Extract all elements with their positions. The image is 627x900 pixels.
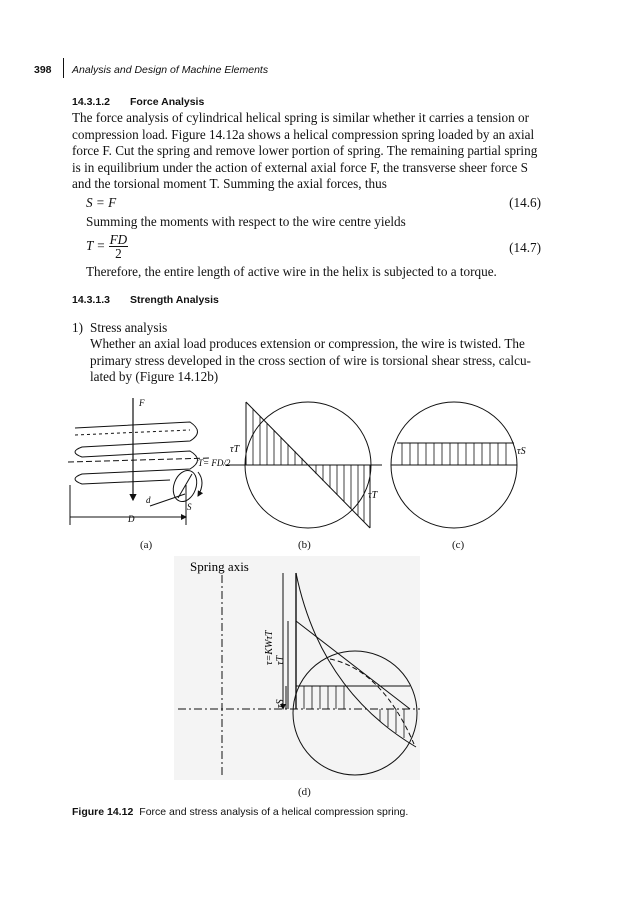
label-tau-T: τT: [275, 655, 286, 665]
section-title: Force Analysis: [130, 96, 205, 108]
label-d: d: [146, 495, 151, 505]
label-tau-T-bottom: τT: [368, 490, 378, 501]
panel-label-c: (c): [452, 539, 465, 551]
denominator: 2: [115, 246, 122, 261]
page-number: 398: [34, 64, 52, 76]
moments-text: Summing the moments with respect to the wire centre yields: [86, 214, 406, 229]
section-title: Strength Analysis: [130, 294, 219, 306]
caption-text: Force and stress analysis of a helical compression spring.: [139, 806, 409, 818]
direct-shear-diagram: [391, 402, 517, 528]
paragraph-line: Whether an axial load produces extension or compression, the wire is twisted. The: [90, 336, 525, 351]
panel-label-b: (b): [298, 539, 311, 551]
label-spring-axis: Spring axis: [190, 559, 249, 574]
stress-hatch-upper: [253, 409, 302, 465]
section-number: 14.3.1.2: [72, 96, 110, 108]
label-tau-T-top: τT: [230, 444, 240, 455]
numerator: FD: [109, 232, 128, 247]
wire-diameter-line: [150, 494, 185, 506]
label-T-eq: T= FD/2: [198, 458, 231, 468]
label-F: F: [139, 398, 145, 408]
paragraph-line: and the torsional moment T. Summing the axial forces, thus: [72, 176, 387, 192]
list-item-marker: 1): [72, 320, 83, 335]
stress-hatch-lower: [316, 465, 364, 522]
panel-label-d: (d): [298, 786, 311, 798]
paragraph-line: lated by (Figure 14.12b): [90, 369, 219, 385]
paragraph-line: force F. Cut the spring and remove lower portion of spring. The remaining partial spring: [72, 143, 538, 159]
torque-text: Therefore, the entire length of active wire in the helix is subjected to a torque.: [86, 264, 497, 279]
label-tau-S: τS: [517, 446, 526, 457]
torsional-stress-diagram: [225, 402, 382, 528]
list-item-heading: Stress analysis: [90, 320, 168, 335]
caption-number: Figure 14.12: [72, 806, 134, 818]
section-number: 14.3.1.3: [72, 294, 110, 306]
label-tau-S: τS: [275, 699, 286, 708]
paragraph-line: primary stress developed in the cross section of wire is torsional shear stress, calcu-: [90, 352, 531, 368]
label-D: D: [128, 514, 135, 524]
equation-number: (14.6): [509, 195, 541, 210]
label-S: S: [187, 502, 192, 512]
panel-label-a: (a): [140, 539, 153, 551]
paragraph-line: is in equilibrium under the action of external axial force F, the transverse sheer force S: [72, 159, 528, 175]
torque-arrow: [198, 472, 202, 496]
equation-lhs: T =: [86, 238, 106, 254]
figure-caption: [72, 806, 408, 818]
equation-number: (14.7): [509, 240, 541, 255]
paragraph-line: The force analysis of cylindrical helical spring is similar whether it carries a tension or: [72, 110, 530, 125]
combined-stress-background: [174, 556, 420, 780]
label-tau-eq: τ=KWτT: [264, 630, 275, 665]
equation-14-6: S = F: [86, 195, 117, 210]
spring-centerline: [68, 458, 210, 462]
running-title: Analysis and Design of Machine Elements: [72, 64, 269, 76]
paragraph-line: compression load. Figure 14.12a shows a helical compression spring loaded by an axial: [72, 126, 535, 142]
uniform-stress-hatch: [402, 443, 506, 465]
